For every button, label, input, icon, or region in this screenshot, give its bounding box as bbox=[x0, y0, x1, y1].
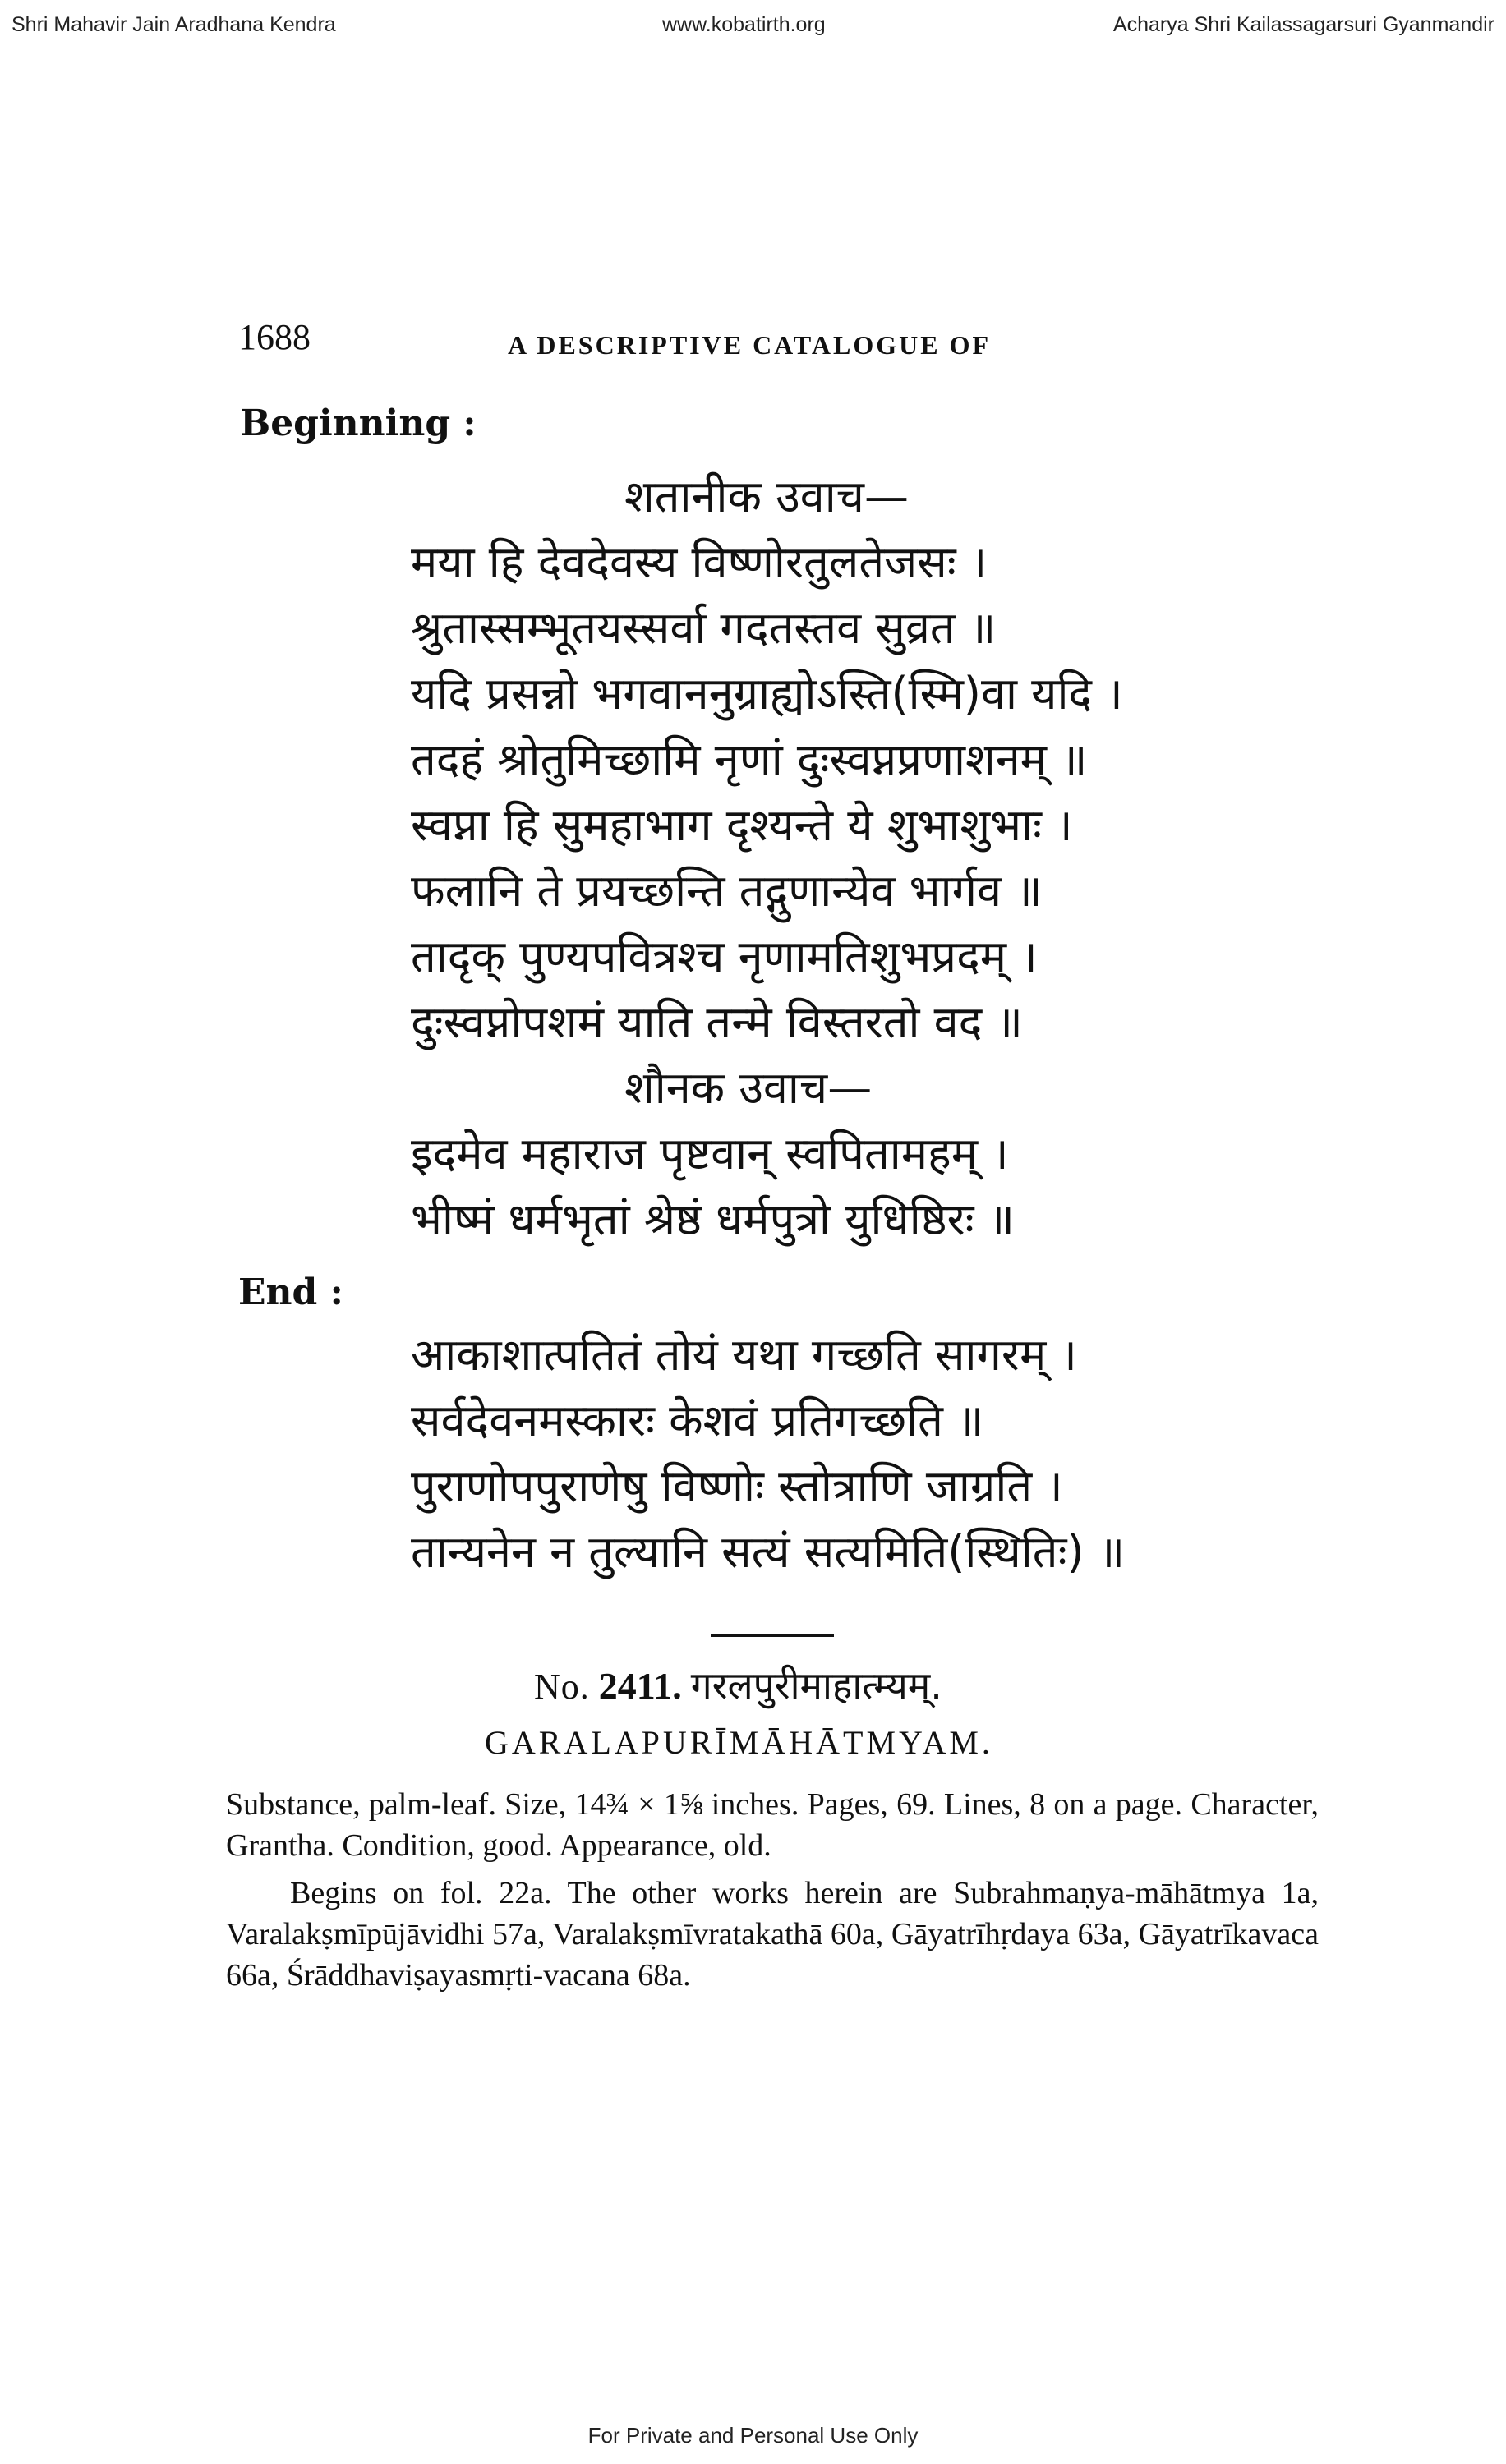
description-contents: Begins on fol. 22a. The other works herein are Subrahmaṇya-māhātmya 1a, Varalakṣmīpūjāvidhi 57a, Varalakṣmīvratakathā 60a, Gāyatrīhṛdaya 63a, Gāyatrīkavaca 66a, Śrāddhaviṣayasmṛti-vacana 68a. bbox=[226, 1876, 1319, 1993]
beginning-verses bbox=[411, 464, 1315, 1253]
entry-description bbox=[226, 1784, 1319, 1996]
verse-line: तदहं श्रोतुमिच्छामि नृणां दुःस्वप्नप्रणाशनम् ॥ bbox=[411, 733, 1088, 785]
verse-line: मया हि देवदेवस्य विष्णोरतुलतेजसः । bbox=[411, 536, 988, 588]
entry-number: 2411. bbox=[598, 1665, 682, 1707]
end-label: End : bbox=[238, 1271, 343, 1313]
verse-line: सर्वदेवनमस्कारः केशवं प्रतिगच्छति ॥ bbox=[411, 1395, 984, 1446]
verse-line: श्रुतास्सम्भूतयस्सर्वा गदतस्तव सुव्रत ॥ bbox=[411, 602, 997, 654]
verse-line: पुराणोपपुराणेषु विष्णोः स्तोत्राणि जाग्रति । bbox=[411, 1460, 1063, 1512]
header-left-text: Shri Mahavir Jain Aradhana Kendra bbox=[12, 13, 336, 36]
section-divider bbox=[711, 1634, 834, 1637]
entry-no-label: No. bbox=[534, 1666, 590, 1707]
entry-sanskrit-title: गरलपुरीमाहात्म्यम्. bbox=[690, 1663, 942, 1708]
page-footer: For Private and Personal Use Only bbox=[587, 2423, 919, 2448]
verse-line: यदि प्रसन्नो भगवाननुग्राह्योऽस्ति(स्मि)वा यदि । bbox=[411, 668, 1123, 719]
running-title: A DESCRIPTIVE CATALOGUE OF bbox=[508, 330, 991, 360]
end-verses bbox=[411, 1322, 1315, 1585]
verse-line: तान्यनेन न तुल्यानि सत्यं सत्यमिति(स्थितिः) ॥ bbox=[411, 1526, 1126, 1578]
header-right-text: Acharya Shri Kailassagarsuri Gyanmandir bbox=[1112, 13, 1494, 36]
verse-line: फलानि ते प्रयच्छन्ति तद्गुणान्येव भार्गव ॥ bbox=[411, 865, 1043, 917]
entry-roman-title: GARALAPURĪMĀHĀTMYAM. bbox=[485, 1724, 993, 1761]
description-physical: Substance, palm-leaf. Size, 14¾ × 1⅝ inches. Pages, 69. Lines, 8 on a page. Character, Grantha. Condition, good. Appearance, old. bbox=[226, 1787, 1319, 1863]
verse-line: दुःस्वप्नोपशमं याति तन्मे विस्तरतो वद ॥ bbox=[411, 996, 1023, 1048]
verse-line: तादृक् पुण्यपवित्रश्च नृणामतिशुभप्रदम् । bbox=[411, 931, 1038, 982]
verse-line: इदमेव महाराज पृष्टवान् स्वपितामहम् । bbox=[411, 1128, 1009, 1179]
verse-speaker-line: शौनक उवाच— bbox=[624, 1062, 873, 1114]
beginning-label: Beginning : bbox=[240, 402, 477, 444]
header-website-text: www.kobatirth.org bbox=[662, 13, 826, 36]
page-header bbox=[0, 13, 1506, 46]
verse-line: भीष्मं धर्मभृतां श्रेष्ठं धर्मपुत्रो युधिष्ठिरः ॥ bbox=[411, 1193, 1016, 1245]
verse-line: स्वप्ना हि सुमहाभाग दृश्यन्ते ये शुभाशुभाः । bbox=[411, 799, 1073, 851]
verse-line: आकाशात्पतितं तोयं यथा गच्छति सागरम् । bbox=[411, 1329, 1077, 1381]
page-number: 1688 bbox=[238, 317, 311, 357]
verse-speaker-line: शतानीक उवाच— bbox=[624, 471, 909, 522]
entry-heading bbox=[534, 1659, 942, 1710]
